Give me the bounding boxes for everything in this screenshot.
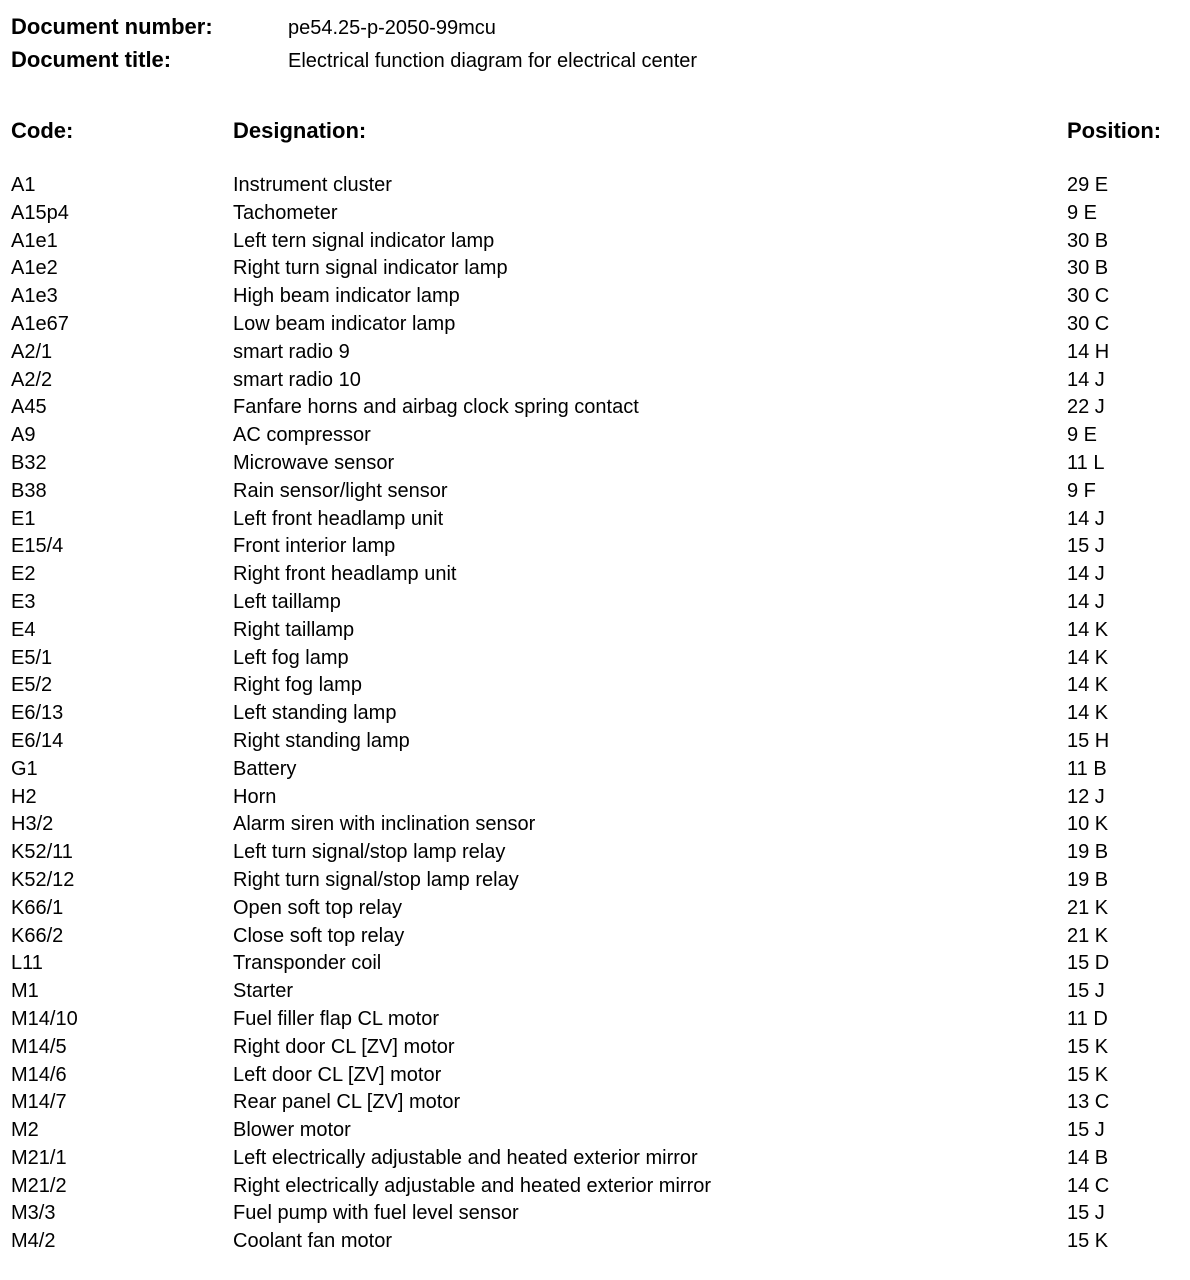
table-row	[11, 811, 1181, 839]
row-position: 19 B	[1067, 868, 1109, 891]
row-position: 14 J	[1067, 590, 1105, 613]
row-position: 15 K	[1067, 1063, 1109, 1086]
row-code: E6/13	[11, 702, 64, 725]
table-row	[11, 756, 1181, 784]
row-position: 14 K	[1067, 618, 1109, 641]
row-code: E15/4	[11, 535, 64, 558]
table-row	[11, 617, 1181, 645]
document-number-value: pe54.25-p-2050-99mcu	[288, 17, 496, 39]
row-position: 29 E	[1067, 174, 1109, 196]
row-position: 15 J	[1067, 980, 1105, 1003]
row-position: 14 K	[1067, 646, 1109, 669]
row-designation: Left tern signal indicator lamp	[233, 229, 495, 252]
table-row	[11, 561, 1181, 589]
row-position: 14 C	[1067, 1174, 1110, 1197]
row-designation: smart radio 9	[233, 340, 350, 363]
row-code: M14/6	[11, 1063, 67, 1086]
row-code: E2	[11, 563, 36, 586]
table-row	[11, 450, 1181, 478]
row-code: A1	[11, 174, 36, 196]
row-code: M21/2	[11, 1174, 67, 1197]
row-designation: Close soft top relay	[233, 924, 405, 947]
row-code: K52/11	[11, 841, 73, 864]
table-row	[11, 255, 1181, 283]
table-row	[11, 422, 1181, 450]
row-designation: Battery	[233, 757, 297, 780]
row-code: A1e3	[11, 285, 58, 308]
table-row	[11, 172, 1181, 200]
row-code: H3/2	[11, 813, 54, 836]
table-row	[11, 700, 1181, 728]
row-position: 15 K	[1067, 1230, 1109, 1253]
row-position: 10 K	[1067, 813, 1109, 836]
row-designation: AC compressor	[233, 424, 371, 447]
row-position: 22 J	[1067, 396, 1105, 419]
table-row	[11, 533, 1181, 561]
row-position: 30 B	[1067, 257, 1109, 280]
row-designation: Open soft top relay	[233, 896, 402, 919]
row-position: 30 B	[1067, 229, 1109, 252]
row-designation: Instrument cluster	[233, 174, 392, 196]
row-designation: Right turn signal indicator lamp	[233, 257, 508, 280]
row-designation: Right taillamp	[233, 618, 355, 641]
table-row	[11, 506, 1181, 534]
row-position: 15 K	[1067, 1035, 1109, 1058]
table-row	[11, 784, 1181, 812]
row-designation: Right turn signal/stop lamp relay	[233, 868, 519, 891]
table-row	[11, 1117, 1181, 1145]
document-title-row	[11, 47, 697, 80]
row-code: K66/2	[11, 924, 64, 947]
row-position: 12 J	[1067, 785, 1105, 808]
row-position: 30 C	[1067, 285, 1110, 308]
row-designation: Left electrically adjustable and heated exterior mirror	[233, 1146, 698, 1169]
row-designation: Right door CL [ZV] motor	[233, 1035, 455, 1058]
row-code: M3/3	[11, 1202, 56, 1225]
row-designation: Left standing lamp	[233, 702, 397, 725]
row-designation: Starter	[233, 980, 294, 1003]
row-code: M2	[11, 1119, 39, 1142]
table-row	[11, 589, 1181, 617]
row-code: A1e2	[11, 257, 58, 280]
document-title-value: Electrical function diagram for electrical center	[288, 50, 698, 72]
code-column-header: Code:	[11, 118, 74, 143]
table-row	[11, 478, 1181, 506]
row-code: A15p4	[11, 201, 69, 224]
row-code: M1	[11, 980, 39, 1003]
table-row	[11, 645, 1181, 673]
row-code: E4	[11, 618, 36, 641]
row-position: 15 J	[1067, 1119, 1105, 1142]
row-code: A2/1	[11, 340, 53, 363]
row-designation: Low beam indicator lamp	[233, 312, 456, 335]
row-designation: Coolant fan motor	[233, 1230, 392, 1253]
row-designation: Right standing lamp	[233, 729, 410, 752]
row-code: A1e67	[11, 312, 69, 335]
table-row	[11, 1062, 1181, 1090]
row-designation: Left door CL [ZV] motor	[233, 1063, 442, 1086]
row-code: K52/12	[11, 868, 75, 891]
document-number-row	[11, 14, 697, 47]
table-row	[11, 1228, 1181, 1256]
table-row	[11, 311, 1181, 339]
document-title-label: Document title:	[11, 47, 172, 72]
table-row	[11, 839, 1181, 867]
row-code: B38	[11, 479, 47, 502]
row-position: 15 D	[1067, 952, 1110, 975]
row-code: A45	[11, 396, 47, 419]
row-designation: Alarm siren with inclination sensor	[233, 813, 536, 836]
position-column-header: Position:	[1067, 118, 1162, 143]
row-code: M14/10	[11, 1007, 78, 1030]
row-designation: Transponder coil	[233, 952, 382, 975]
table-row	[11, 1173, 1181, 1201]
row-position: 14 H	[1067, 340, 1110, 363]
row-designation: Left front headlamp unit	[233, 507, 444, 530]
table-row	[11, 895, 1181, 923]
row-position: 9 F	[1067, 479, 1096, 502]
row-position: 19 B	[1067, 841, 1109, 864]
table-row	[11, 394, 1181, 422]
row-code: M4/2	[11, 1230, 56, 1253]
row-code: A9	[11, 424, 36, 447]
row-code: A2/2	[11, 368, 53, 391]
row-position: 15 J	[1067, 1202, 1105, 1225]
row-designation: Right fog lamp	[233, 674, 362, 697]
row-position: 30 C	[1067, 312, 1110, 335]
row-position: 21 K	[1067, 924, 1109, 947]
row-designation: Rear panel CL [ZV] motor	[233, 1091, 461, 1114]
row-position: 14 J	[1067, 368, 1105, 391]
table-header	[11, 118, 1181, 152]
table-row	[11, 978, 1181, 1006]
row-designation: Horn	[233, 785, 277, 808]
row-designation: Rain sensor/light sensor	[233, 479, 448, 502]
row-code: K66/1	[11, 896, 64, 919]
table-row	[11, 1200, 1181, 1228]
row-position: 15 J	[1067, 535, 1105, 558]
row-designation: Right front headlamp unit	[233, 563, 457, 586]
row-code: E1	[11, 507, 36, 530]
row-code: M14/7	[11, 1091, 67, 1114]
row-designation: Front interior lamp	[233, 535, 396, 558]
row-position: 9 E	[1067, 424, 1098, 447]
row-code: E6/14	[11, 729, 64, 752]
table-row	[11, 728, 1181, 756]
row-position: 14 B	[1067, 1146, 1109, 1169]
row-code: G1	[11, 757, 38, 780]
row-position: 14 K	[1067, 702, 1109, 725]
row-code: E3	[11, 590, 36, 613]
row-position: 13 C	[1067, 1091, 1110, 1114]
row-position: 14 K	[1067, 674, 1109, 697]
row-position: 9 E	[1067, 201, 1098, 224]
row-designation: Blower motor	[233, 1119, 351, 1142]
table-row	[11, 1145, 1181, 1173]
table-row	[11, 1089, 1181, 1117]
row-code: H2	[11, 785, 37, 808]
row-code: L11	[11, 952, 43, 975]
component-table	[11, 172, 1181, 1256]
row-position: 11 D	[1067, 1007, 1108, 1030]
row-designation: Fuel pump with fuel level sensor	[233, 1202, 519, 1225]
table-row	[11, 339, 1181, 367]
row-designation: High beam indicator lamp	[233, 285, 460, 308]
row-designation: Tachometer	[233, 201, 338, 224]
row-designation: Fuel filler flap CL motor	[233, 1007, 439, 1030]
row-code: M14/5	[11, 1035, 67, 1058]
table-row	[11, 200, 1181, 228]
row-designation: Left turn signal/stop lamp relay	[233, 841, 506, 864]
designation-column-header: Designation:	[233, 118, 367, 143]
row-position: 14 J	[1067, 507, 1105, 530]
row-code: M21/1	[11, 1146, 67, 1169]
row-designation: Fanfare horns and airbag clock spring contact	[233, 396, 639, 419]
row-code: B32	[11, 451, 47, 474]
row-position: 11 B	[1067, 757, 1107, 780]
table-row	[11, 1034, 1181, 1062]
row-designation: Microwave sensor	[233, 451, 395, 474]
table-row	[11, 367, 1181, 395]
row-designation: smart radio 10	[233, 368, 361, 391]
table-row	[11, 228, 1181, 256]
table-row	[11, 923, 1181, 951]
table-row	[11, 1006, 1181, 1034]
table-row	[11, 283, 1181, 311]
row-code: E5/2	[11, 674, 53, 697]
row-designation: Right electrically adjustable and heated exterior mirror	[233, 1174, 712, 1197]
row-code: A1e1	[11, 229, 58, 252]
table-row	[11, 672, 1181, 700]
document-metadata	[11, 14, 697, 80]
row-code: E5/1	[11, 646, 53, 669]
row-designation: Left fog lamp	[233, 646, 349, 669]
row-position: 11 L	[1067, 451, 1105, 474]
row-designation: Left taillamp	[233, 590, 341, 613]
row-position: 14 J	[1067, 563, 1105, 586]
table-row	[11, 950, 1181, 978]
row-position: 21 K	[1067, 896, 1109, 919]
table-row	[11, 867, 1181, 895]
document-number-label: Document number:	[11, 14, 213, 39]
row-position: 15 H	[1067, 729, 1110, 752]
